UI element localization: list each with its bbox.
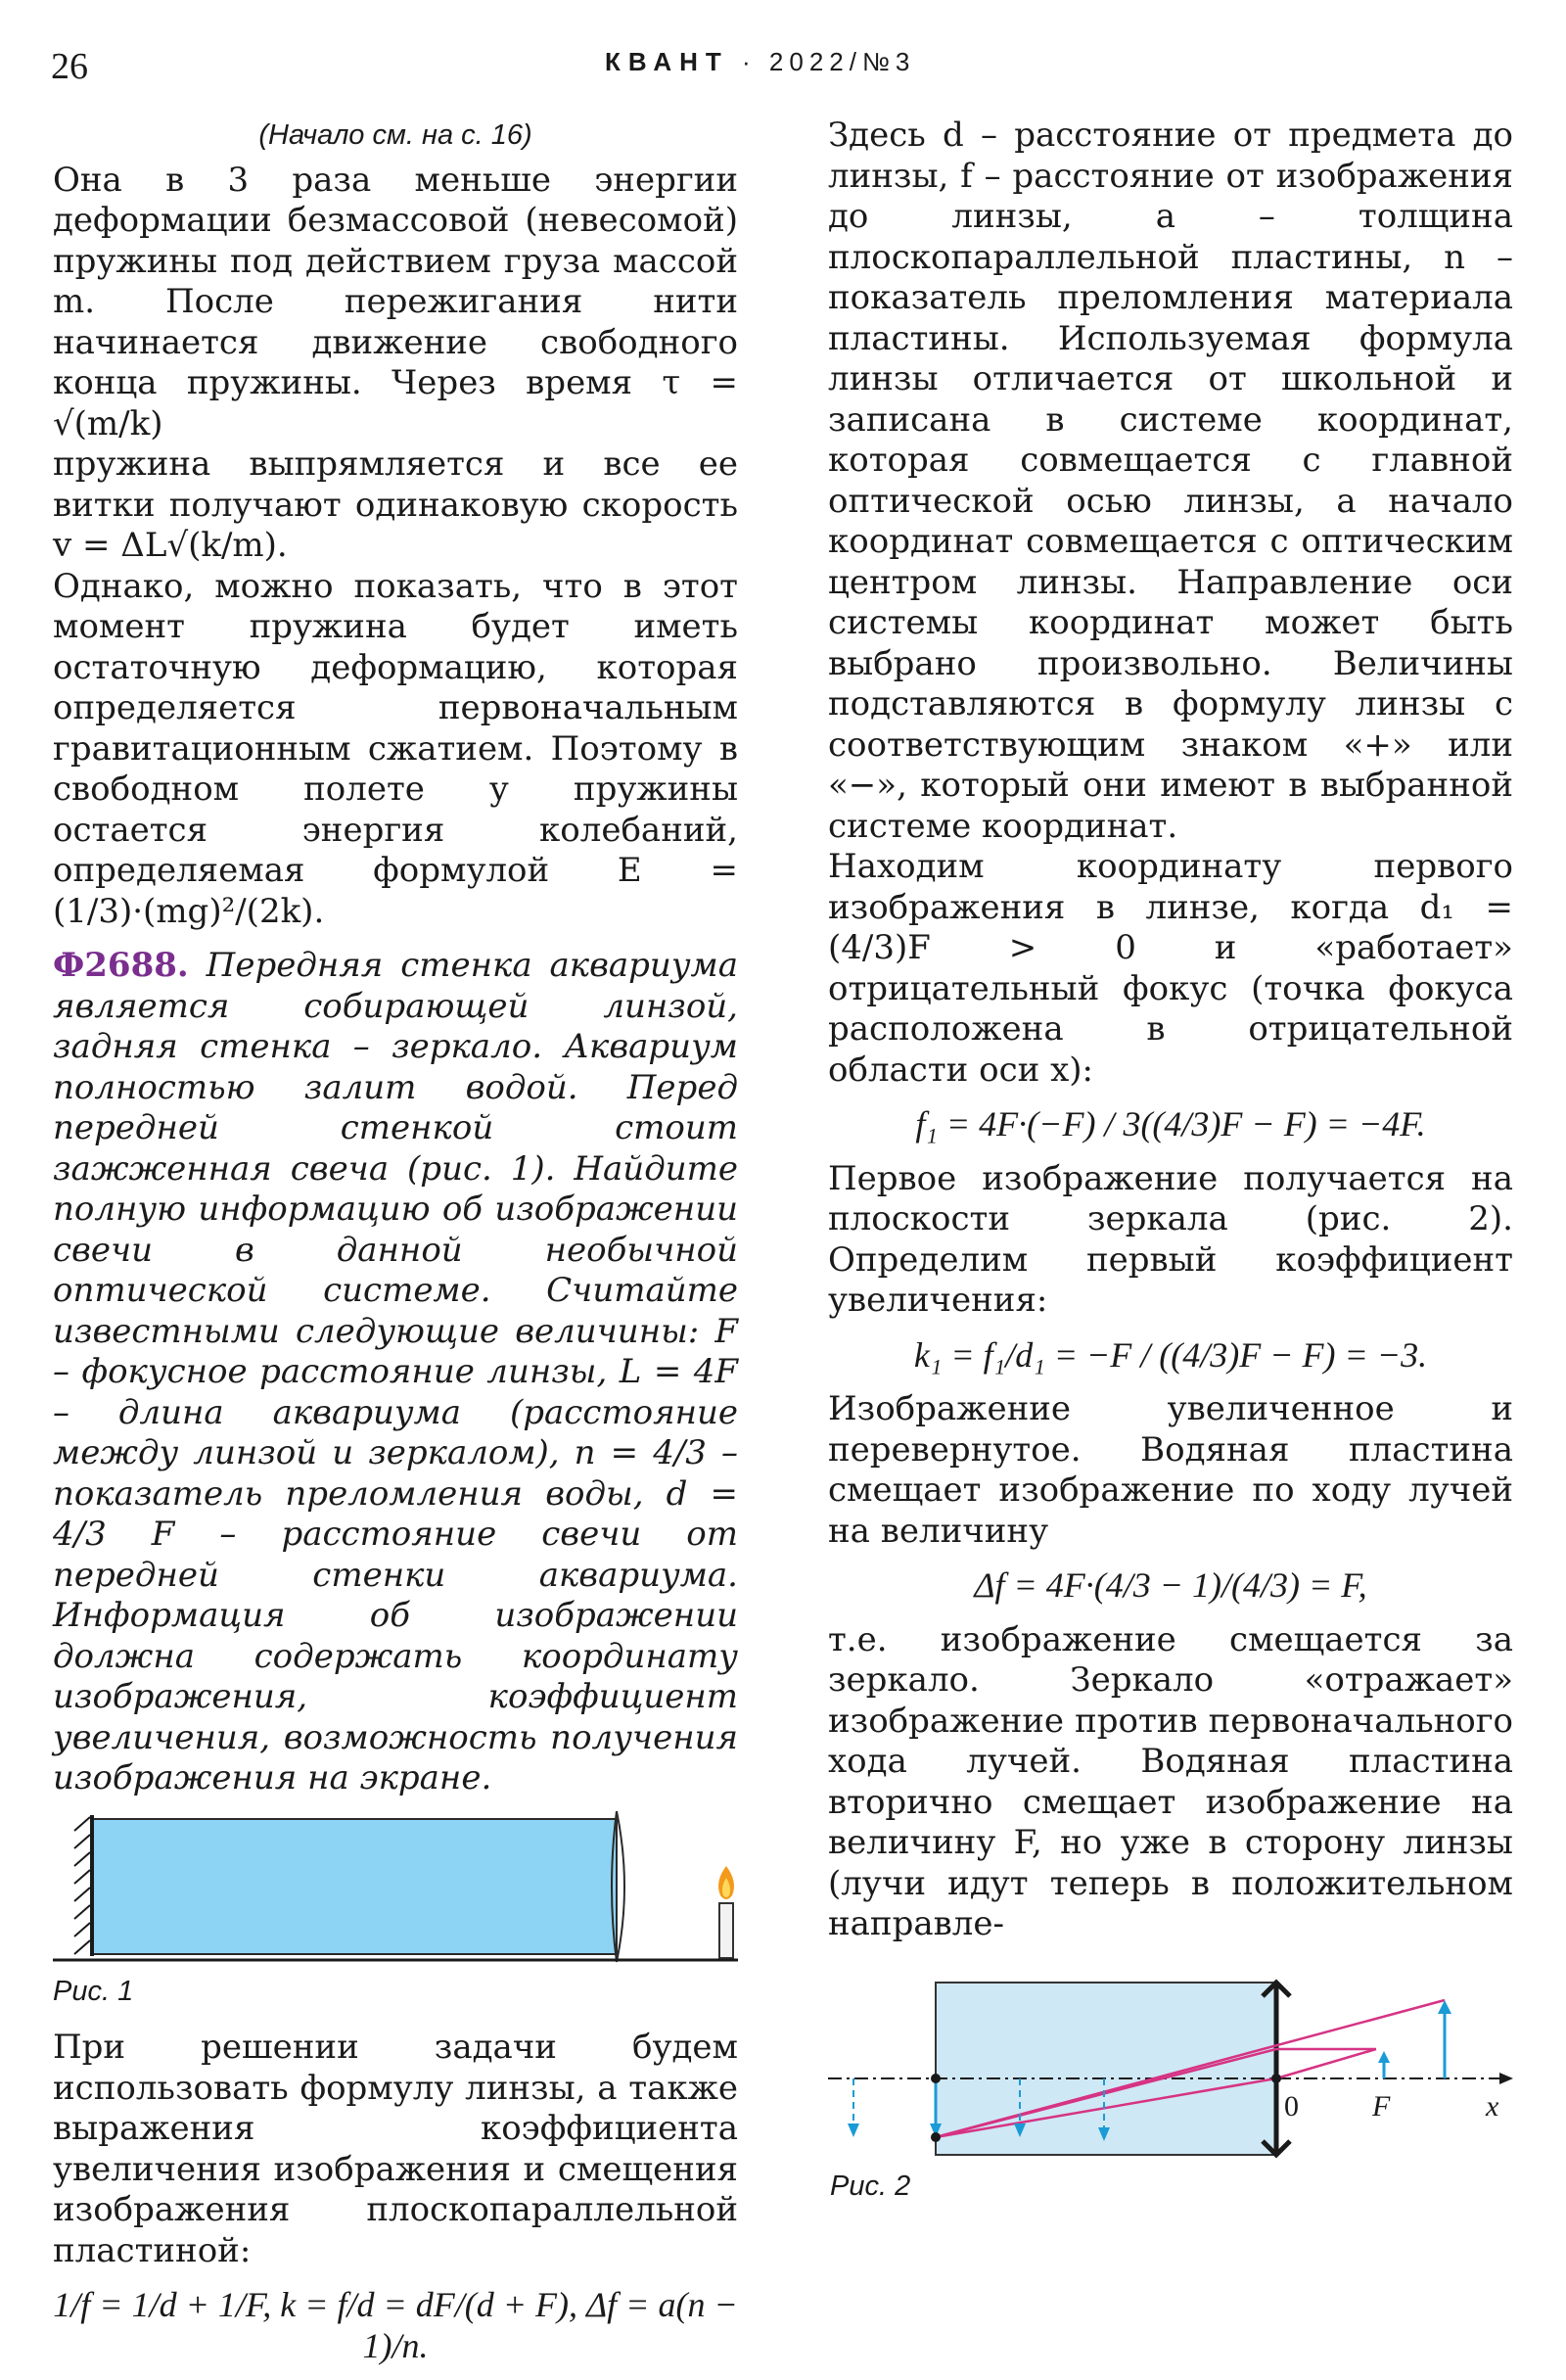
solution-intro: При решении задачи будем использовать формулу линзы, а также выражения коэффициента увеличения изображения и смещения изображения плоскопараллельной пластиной: (53, 2028, 738, 2270)
problem-number: Ф2688. (53, 946, 189, 985)
mirror-hatching (74, 1817, 90, 1954)
focus-label: F (1372, 2089, 1391, 2123)
formula-delta-f: Δf = 4F·(4/3 − 1)/(4/3) = F, (974, 1565, 1367, 1605)
aquarium-water (92, 1819, 617, 1954)
formula-lens: 1/f = 1/d + 1/F, k = f/d = dF/(d + F), Δf = a(n − 1)/n. (53, 2285, 738, 2365)
page-number: 26 (51, 46, 88, 87)
problem-text: Передняя стенка аквариума является собирающей линзой, задняя стенка – зеркало. Аквариум полностью залит водой. Перед передней стенкой стоит зажженная свеча (рис. 1). Найдите полную информацию об изображении свечи в данной необычной оптической системе. Считайте известными следующие величины: F – фокусное расстояние линзы, L = 4F – длина аквариума (расстояние между линзой и зеркалом), n = 4/3 – показатель преломления воды, d = 4/3 F – расстояние свечи от передней стенки аквариума. Информация об изображении должна содержать координату изображения, коэффициент увеличения, возможность получения изображения на экране. (53, 946, 739, 1797)
formula-k1: k₁ = f₁/d₁ = −F / ((4/3)F − F) = −3. (913, 1334, 1428, 1375)
formula-f1: f₁ = 4F·(−F) / 3((4/3)F − F) = −4F. (915, 1104, 1426, 1143)
paragraph: пружина выпрямляется и все ее витки получают одинаковую скорость v = ΔL√(k/m). (53, 444, 738, 565)
paragraph: Она в 3 раза меньше энергии деформации безмассовой (невесомой) пружины под действием груза массой m. После пережигания нити начинается движение свободного конца пружины. Через время τ = √(m/k) (53, 160, 738, 443)
page-header (0, 45, 1566, 87)
paragraph: т.е. изображение смещается за зеркало. Зеркало «отражает» изображение против первоначального хода лучей. Водяная пластина вторично смещает изображение на величину F, но уже в сторону линзы (лучи идут теперь в положительном направле- (828, 1619, 1513, 1943)
paragraph: Находим координату первого изображения в линзе, когда d₁ = (4/3)F > 0 и «работает» отрицательный фокус (точка фокуса расположена в отрицательной области оси x): (828, 847, 1513, 1090)
figure-1-caption: Рис. 1 (53, 1975, 134, 2007)
figure-2-caption: Рис. 2 (830, 2170, 911, 2202)
left-column (53, 116, 738, 2380)
paragraph: Однако, можно показать, что в этот момент пружина будет иметь остаточную деформацию, которая определяется первоначальным гравитационным сжатием. Поэтому в свободном полете у пружины остается энергия колебаний, определяемая формулой E = (1/3)·(mg)²/(2k). (53, 566, 738, 931)
candle (719, 1903, 733, 1958)
figure-1-aquarium (53, 1805, 738, 1972)
paragraph: Здесь d – расстояние от предмета до линзы, f – расстояние от изображения до линзы, a – толщина плоскопараллельной пластины, n – показатель преломления материала пластины. Используемая формула линзы отличается от школьной и записана в системе координат, которая совмещается с главной оптической осью линзы, а начало координат совмещается с оптическим центром линзы. Направление оси системы координат может быть выбрано произвольно. Величины подставляются в формулу линзы с соответствующим знаком «+» или «−», который они имеют в выбранной системе координат. (828, 116, 1513, 846)
continued-note: (Начало см. на с. 16) (258, 119, 532, 151)
paragraph: Первое изображение получается на плоскости зеркала (рис. 2). Определим первый коэффициент увеличения: (828, 1158, 1513, 1320)
right-column (828, 116, 1513, 2207)
figure-2-ray-diagram (828, 1971, 1513, 2167)
journal-title: КВАНТ · 2022/№3 (605, 47, 916, 76)
paragraph: Изображение увеличенное и перевернутое. Водяная пластина смещает изображение по ходу лучей на величину (828, 1389, 1513, 1551)
problem-statement (53, 946, 738, 1799)
axis-label: x (1486, 2089, 1499, 2123)
origin-label: 0 (1284, 2089, 1299, 2123)
lens-front-wall (617, 1811, 624, 1962)
